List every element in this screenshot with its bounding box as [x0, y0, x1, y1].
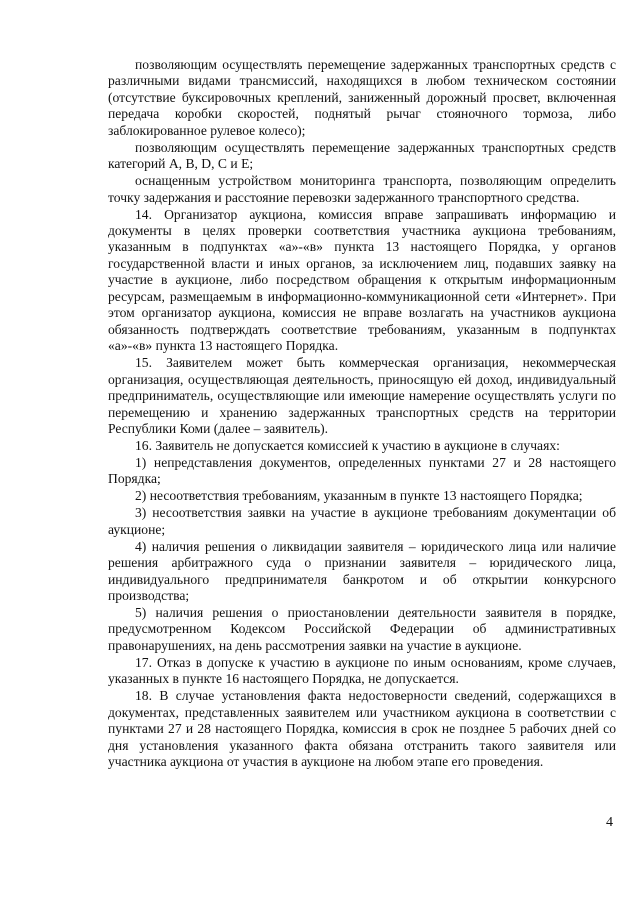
paragraph-list-item-monitoring: оснащенным устройством мониторинга транспорта, позволяющим определить точку задержания и расстояние перевозки задержанного транспортного средства.	[108, 173, 616, 205]
page-number: 4	[606, 815, 613, 830]
paragraph-16: 16. Заявитель не допускается комиссией к участию в аукционе в случаях:	[135, 437, 560, 453]
paragraph-17: 17. Отказ в допуске к участию в аукционе по иным основаниям, кроме случаев, указанных в пункте 16 настоящего Порядка, не допускается.	[108, 654, 616, 687]
paragraph-16-item-1: 1) непредставления документов, определенных пунктами 27 и 28 настоящего Порядка;	[108, 454, 616, 487]
paragraph-18: 18. В случае установления факта недостоверности сведений, содержащихся в документах, представленных заявителем или участником аукциона в соответствии с пунктами 27 и 28 настоящего Порядка, комиссия в срок не позднее 5 рабочих дней со дня установления указанного факта обязана отстранить такого заявителя или участника аукциона от участия в аукционе на любом этапе его проведения.	[108, 688, 616, 770]
paragraph-16-item-4: 4) наличия решения о ликвидации заявителя – юридического лица или наличие решения арбитражного суда о признании заявителя – юридического лица, индивидуального предпринимателя банкротом и об открытии конкурсного производства;	[108, 538, 616, 603]
paragraph-list-item-transmission: позволяющим осуществлять перемещение задержанных транспортных средств с различными видами трансмиссий, находящихся в любом техническом состоянии (отсутствие буксировочных креплений, заниженный дорожный просвет, включенная передача коробки скоростей, поднятый рычаг стояночного тормоза, либо заблокированное рулевое колесо);	[108, 57, 616, 138]
paragraph-list-item-categories: позволяющим осуществлять перемещение задержанных транспортных средств категорий A, B, D, C и E;	[108, 139, 616, 172]
paragraph-15: 15. Заявителем может быть коммерческая организация, некоммерческая организация, осуществляющая деятельность, приносящую ей доход, индивидуальный предприниматель, осуществляющие или имеющие намерение осуществлять услуги по перемещению и хранению задержанных транспортных средств на территории Республики Коми (далее – заявитель).	[108, 355, 616, 436]
paragraph-16-item-2: 2) несоответствия требованиям, указанным в пункте 13 настоящего Порядка;	[135, 488, 583, 504]
paragraph-16-item-5: 5) наличия решения о приостановлении деятельности заявителя в порядке, предусмотренном Кодексом Российской Федерации об административных правонарушениях, на день рассмотрения заявки на участие в аукционе.	[108, 604, 616, 653]
paragraph-14: 14. Организатор аукциона, комиссия вправе запрашивать информацию и документы в целях проверки соответствия участника аукциона требованиям, указанным в подпунктах «а»-«в» пункта 13 настоящего Порядка, у органов государственной власти и иных органов, за исключением лиц, подавших заявку на участие в аукционе, либо посредством обращения к открытым информационным ресурсам, размещаемым в информационно-коммуникационной сети «Интернет». При этом организатор аукциона, комиссия не вправе возлагать на участников аукциона обязанность подтверждать соответствие требованиям, указанным в подпунктах «а»-«в» пункта 13 настоящего Порядка.	[108, 206, 616, 354]
body-text	[108, 57, 616, 771]
paragraph-16-item-3: 3) несоответствия заявки на участие в аукционе требованиям документации об аукционе;	[108, 505, 616, 537]
